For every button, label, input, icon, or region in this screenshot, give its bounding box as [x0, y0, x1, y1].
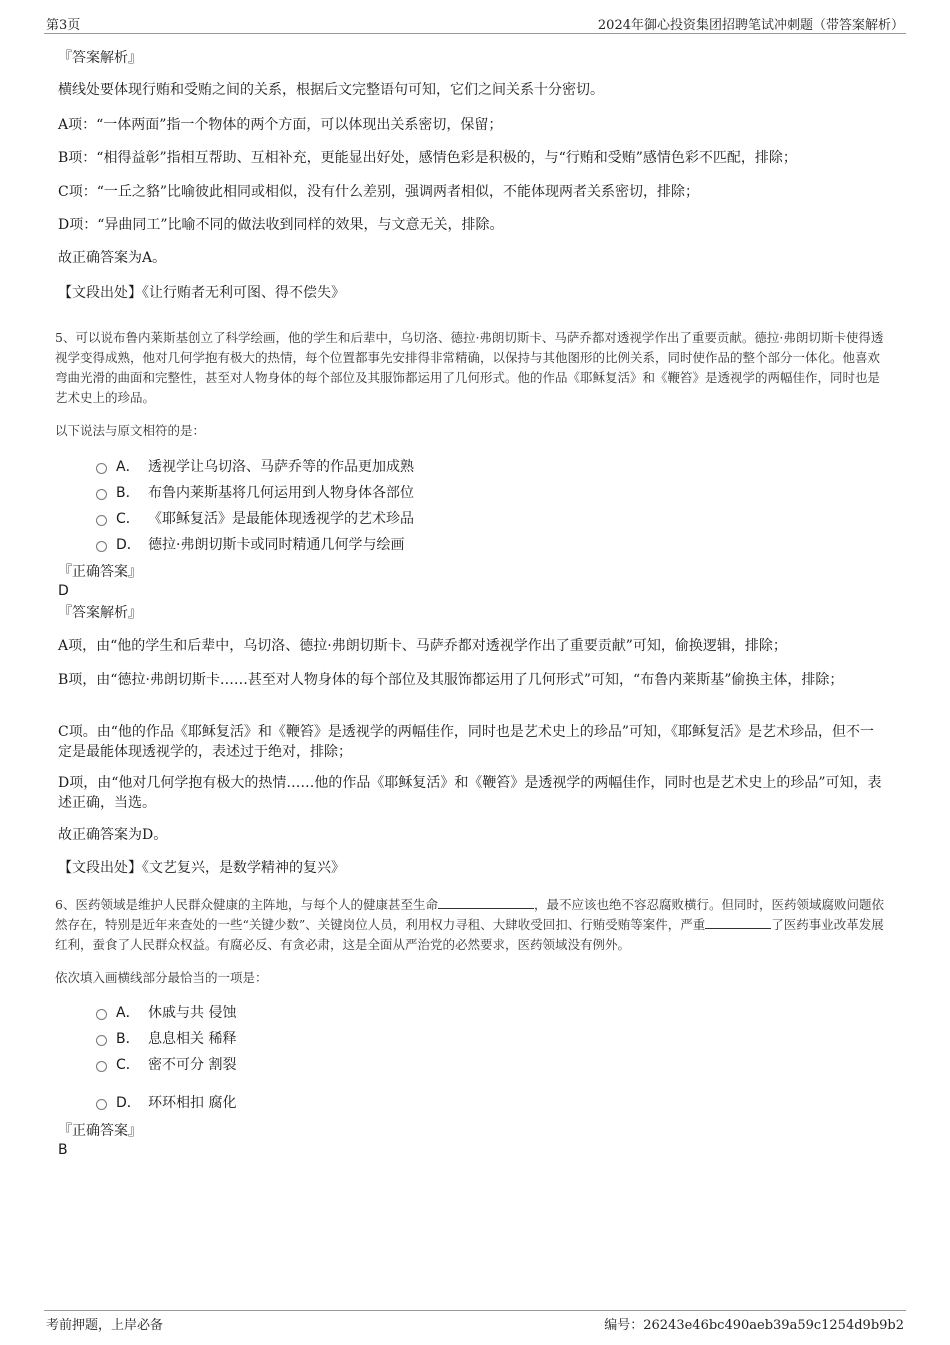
- page-number: 第3页: [46, 18, 81, 33]
- question-6-option-b[interactable]: B． 息息相关 稀释: [96, 1029, 236, 1049]
- analysis-item-a: A项，由“他的学生和后辈中，乌切洛、德拉·弗朗切斯卡、马萨乔都对透视学作出了重要贡献”可知，偷换逻辑，排除；: [58, 638, 787, 654]
- radio-icon[interactable]: [96, 541, 107, 552]
- question-5-option-a[interactable]: A． 透视学让乌切洛、马萨乔等的作品更加成熟: [96, 457, 414, 477]
- analysis-intro: 横线处要体现行贿和受贿之间的关系，根据后文完整语句可知，它们之间关系十分密切。: [58, 82, 604, 98]
- analysis-conclusion: 故正确答案为A。: [58, 250, 167, 266]
- radio-icon[interactable]: [96, 1035, 107, 1046]
- analysis-label: 『答案解析』: [58, 605, 142, 621]
- analysis-item-c: C项：“一丘之貉”比喻彼此相同或相似，没有什么差别，强调两者相似，不能体现两者关系密切，排除；: [58, 184, 700, 200]
- correct-answer-value: D: [58, 583, 69, 599]
- source-note: 【文段出处】《文艺复兴，是数学精神的复兴》: [58, 860, 345, 876]
- analysis-item-b: B项，由“德拉·弗朗切斯卡……甚至对人物身体的每个部位及其服饰都运用了几何形式”可知，“布鲁内莱斯基”偷换主体，排除；: [58, 672, 844, 688]
- radio-icon[interactable]: [96, 1009, 107, 1020]
- footer-rule: [44, 1310, 906, 1311]
- analysis-conclusion: 故正确答案为D。: [58, 827, 168, 843]
- source-note: 【文段出处】《让行贿者无利可图、得不偿失》: [58, 285, 345, 301]
- fill-blank-1: [438, 896, 534, 909]
- question-6-option-c[interactable]: C． 密不可分 割裂: [96, 1055, 236, 1075]
- analysis-label: 『答案解析』: [58, 50, 142, 66]
- question-6-prompt: 依次填入画横线部分最恰当的一项是：: [55, 970, 268, 985]
- question-6-passage: 6、医药领域是维护人民群众健康的主阵地，与每个人的健康甚至生命 ，最不应该也绝不容忍腐败横行。但同时，医药领域腐败问题依然存在，特别是近年来查处的一些“关键少数”、关键岗位人员，利用权力寻租、大肆收受回扣、行贿受贿等案件，严重 了医药事业改革发展红利，蚕食了人民群众权益。有腐必反、有贪必肃，这是全面从严治党的必然要求，医药领域没有例外。: [55, 897, 884, 952]
- analysis-item-d: D项：“异曲同工”比喻不同的做法收到同样的效果，与文意无关，排除。: [58, 217, 504, 233]
- question-5-option-b[interactable]: B． 布鲁内莱斯基将几何运用到人物身体各部位: [96, 483, 414, 503]
- question-6-option-d[interactable]: D． 环环相扣 腐化: [96, 1093, 236, 1113]
- radio-icon[interactable]: [96, 463, 107, 474]
- correct-answer-value: B: [58, 1142, 68, 1158]
- question-5-prompt: 以下说法与原文相符的是：: [55, 423, 206, 438]
- fill-blank-2: [705, 916, 771, 929]
- document-title: 2024年御心投资集团招聘笔试冲刺题（带答案解析）: [597, 18, 904, 33]
- question-5-passage: 5、可以说布鲁内莱斯基创立了科学绘画，他的学生和后辈中，乌切洛、德拉·弗朗切斯卡、马萨乔都对透视学作出了重要贡献。德拉·弗朗切斯卡使得透视学变得成熟，他对几何学抱有极大的热情，每个位置都事先安排得非常精确，以保持与其他图形的比例关系，同时使作品的整个部分一体化。他喜欢弯曲光滑的曲面和完整性，甚至对人物身体的每个部位及其服饰都运用了几何形式。他的作品《耶稣复活》和《鞭笞》是透视学的两幅佳作，同时也是艺术史上的珍品。: [55, 330, 884, 405]
- correct-answer-label: 『正确答案』: [58, 564, 142, 580]
- analysis-item-c: C项。由“他的作品《耶稣复活》和《鞭笞》是透视学的两幅佳作，同时也是艺术史上的珍品”可知，《耶稣复活》是艺术珍品，但不一定是最能体现透视学的，表述过于绝对，排除；: [58, 724, 875, 760]
- analysis-item-d: D项，由“他对几何学抱有极大的热情……他的作品《耶稣复活》和《鞭笞》是透视学的两幅佳作，同时也是艺术史上的珍品”可知，表述正确，当选。: [58, 775, 882, 811]
- question-5-option-c[interactable]: C． 《耶稣复活》是最能体现透视学的艺术珍品: [96, 509, 414, 529]
- question-5-option-d[interactable]: D． 德拉·弗朗切斯卡或同时精通几何学与绘画: [96, 535, 404, 555]
- correct-answer-label: 『正确答案』: [58, 1123, 142, 1139]
- radio-icon[interactable]: [96, 489, 107, 500]
- radio-icon[interactable]: [96, 1099, 107, 1110]
- radio-icon[interactable]: [96, 515, 107, 526]
- analysis-item-a: A项：“一体两面”指一个物体的两个方面，可以体现出关系密切，保留；: [58, 117, 503, 133]
- radio-icon[interactable]: [96, 1061, 107, 1072]
- question-6-option-a[interactable]: A． 休戚与共 侵蚀: [96, 1003, 236, 1023]
- header-rule: [44, 33, 906, 34]
- analysis-item-b: B项：“相得益彰”指相互帮助、互相补充，更能显出好处，感情色彩是积极的，与“行贿和受贿”感情色彩不匹配，排除；: [58, 150, 797, 166]
- footer-slogan: 考前押题，上岸必备: [46, 1318, 164, 1333]
- document-id: 编号：26243e46bc490aeb39a59c1254d9b9b2: [604, 1318, 904, 1333]
